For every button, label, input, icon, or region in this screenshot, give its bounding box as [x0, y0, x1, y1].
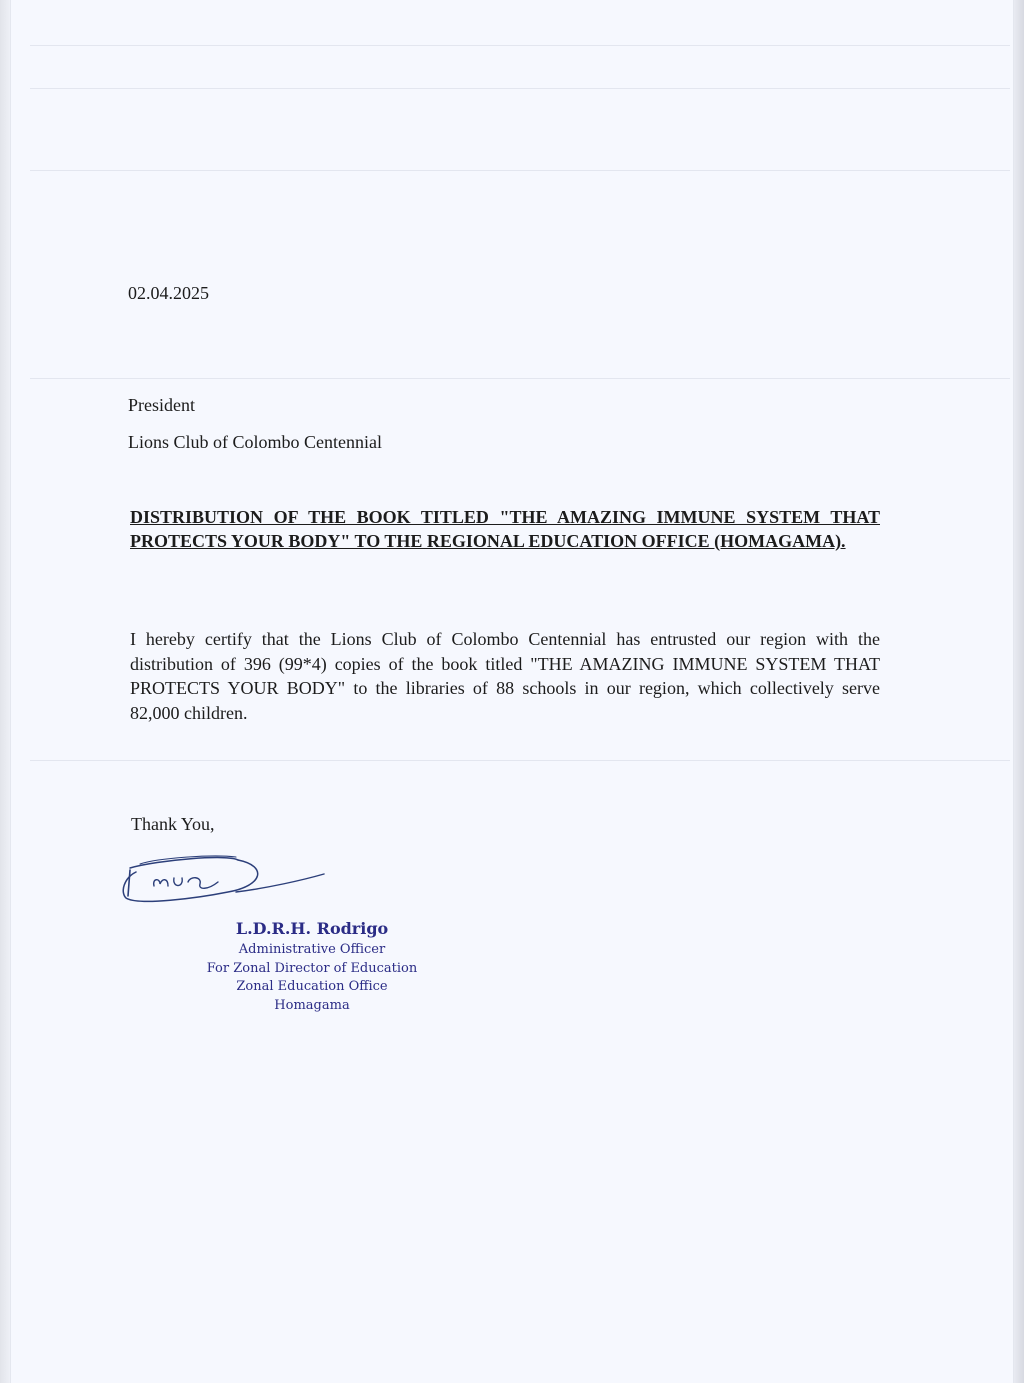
bleed-through-line [30, 45, 1010, 46]
letter-date: 02.04.2025 [128, 283, 209, 303]
official-stamp [170, 917, 454, 1015]
bleed-through-line [30, 88, 1010, 89]
stamp-office: Zonal Education Office [236, 979, 388, 994]
page-edge-right [1014, 0, 1024, 1383]
bleed-through-line [30, 170, 1010, 171]
handwritten-signature [118, 848, 333, 910]
bleed-through-line [30, 378, 1010, 379]
letter-subject: DISTRIBUTION OF THE BOOK TITLED "THE AMAZING IMMUNE SYSTEM THAT PROTECTS YOUR BODY" TO THE REGIONAL EDUCATION OFFICE (HOMAGAMA). [130, 507, 880, 551]
recipient-title: President [128, 395, 195, 415]
stamp-name: L.D.R.H. Rodrigo [235, 919, 389, 938]
bleed-through-line [30, 760, 1010, 761]
letter-body: I hereby certify that the Lions Club of Colombo Centennial has entrusted our region with the distribution of 396 (99*4) copies of the book titled "THE AMAZING IMMUNE SYSTEM THAT PROTECTS YOUR BODY" to the libraries of 88 schools in our region, which collectively serve 82,000 children. [130, 629, 880, 723]
letter-closing: Thank You, [131, 814, 215, 834]
stamp-on-behalf-of: For Zonal Director of Education [206, 960, 418, 976]
stamp-location: Homagama [274, 997, 350, 1013]
recipient-organization: Lions Club of Colombo Centennial [128, 432, 382, 452]
page-edge-left [0, 0, 10, 1383]
stamp-designation: Administrative Officer [238, 942, 386, 957]
